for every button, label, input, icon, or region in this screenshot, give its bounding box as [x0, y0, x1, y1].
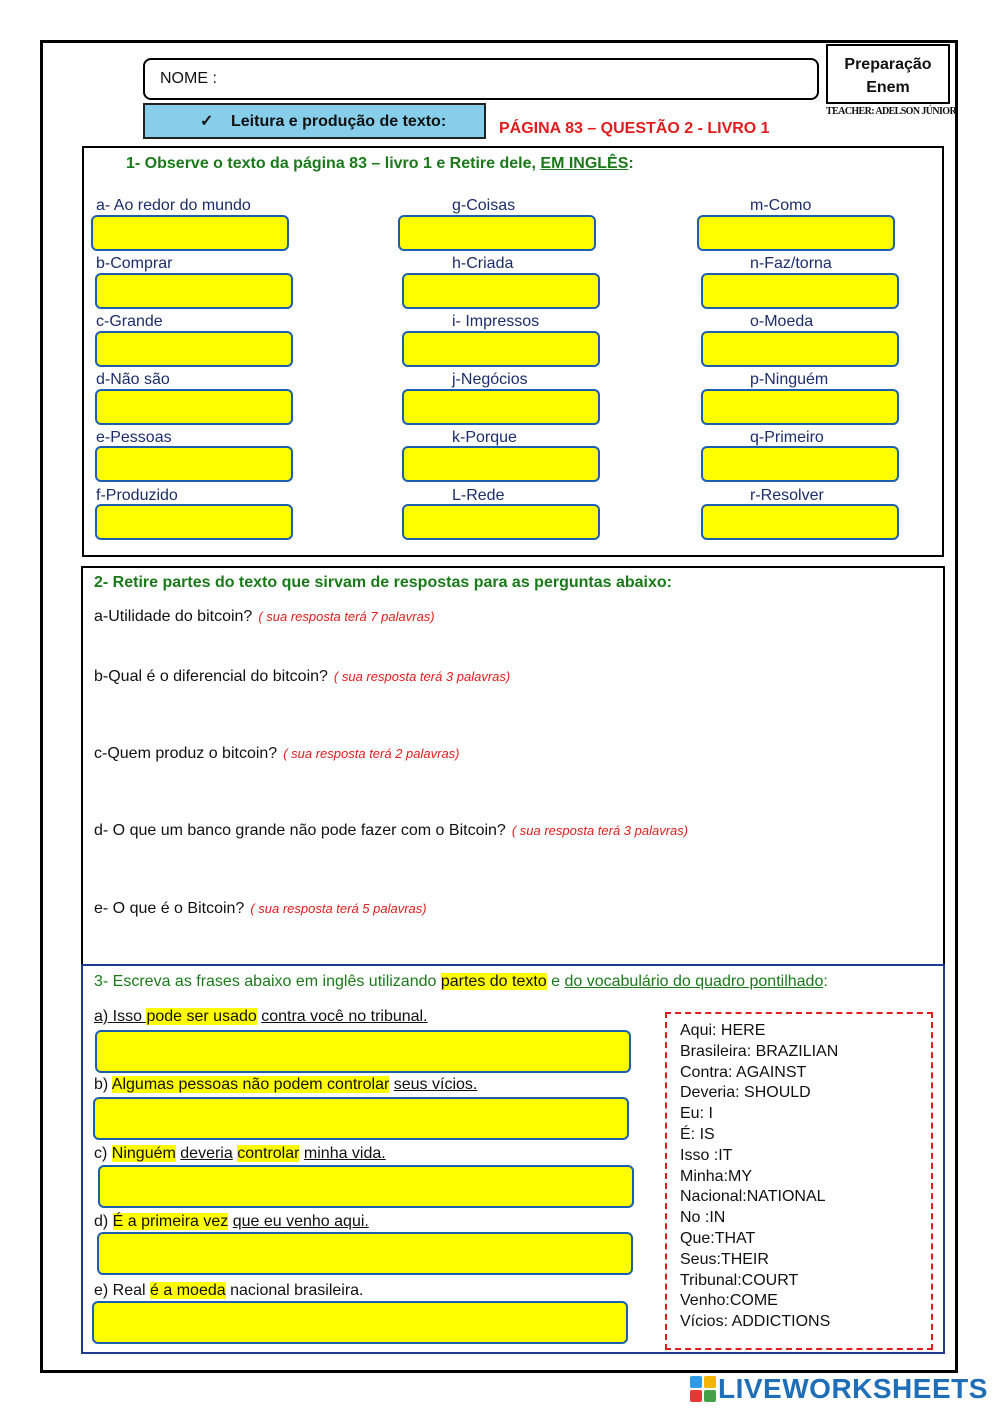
question-2e: e- O que é o Bitcoin? ( sua resposta terá 5 palavras) — [94, 900, 427, 917]
vocab-label: b-Comprar — [96, 255, 173, 272]
question-2c: c-Quem produz o bitcoin? ( sua resposta terá 2 palavras) — [94, 745, 460, 762]
liveworksheets-icon — [690, 1376, 716, 1402]
vocab-label: L-Rede — [452, 487, 505, 504]
vocab-label: i- Impressos — [452, 313, 540, 330]
question-2a: a-Utilidade do bitcoin? ( sua resposta terá 7 palavras) — [94, 608, 435, 625]
sentence-e-answer-field[interactable] — [92, 1301, 628, 1344]
vocab-answer-field[interactable] — [402, 389, 600, 425]
question-2-title: 2- Retire partes do texto que sirvam de respostas para as perguntas abaixo: — [94, 574, 672, 591]
vocab-answer-field[interactable] — [95, 504, 293, 540]
vocab-answer-field[interactable] — [95, 446, 293, 482]
vocab-label: c-Grande — [96, 313, 163, 330]
vocab-entry: Seus:THEIR — [680, 1250, 769, 1268]
vocab-answer-field[interactable] — [95, 331, 293, 367]
vocab-label: o-Moeda — [750, 313, 814, 330]
vocab-answer-field[interactable] — [402, 273, 600, 309]
question-1-title: 1- Observe o texto da página 83 – livro 1 e Retire dele, EM INGLÊS: — [126, 155, 634, 172]
enem-line1: Preparação — [844, 56, 932, 73]
vocab-entry: Venho:COME — [680, 1292, 778, 1310]
liveworksheets-text: LIVEWORKSHEETS — [718, 1373, 988, 1404]
enem-line2: Enem — [866, 79, 910, 96]
vocab-label: k-Porque — [452, 429, 517, 446]
vocab-label: g-Coisas — [452, 197, 516, 214]
page-reference: PÁGINA 83 – QUESTÃO 2 - LIVRO 1 — [499, 120, 770, 137]
vocab-label: j-Negócios — [452, 371, 528, 388]
vocab-label: p-Ninguém — [750, 371, 829, 388]
vocab-answer-field[interactable] — [402, 446, 600, 482]
vocab-label: f-Produzido — [96, 487, 178, 504]
name-field[interactable] — [143, 58, 819, 100]
vocab-entry: Isso :IT — [680, 1146, 733, 1164]
sentence-b: b) Algumas pessoas não podem controlar seus vícios. — [94, 1076, 478, 1093]
vocab-answer-field[interactable] — [91, 215, 289, 251]
question-3-title: 3- Escreva as frases abaixo em inglês utilizando partes do texto e do vocabulário do quadro pontilhado: — [94, 973, 828, 990]
vocab-entry: No :IN — [680, 1209, 726, 1227]
vocab-entry: Brasileira: BRAZILIAN — [680, 1042, 839, 1060]
vocab-label: q-Primeiro — [750, 429, 824, 446]
vocab-entry: Aqui: HERE — [680, 1022, 766, 1039]
vocab-answer-field[interactable] — [701, 273, 899, 309]
sentence-c: c) Ninguém deveria controlar minha vida. — [94, 1145, 386, 1162]
vocab-answer-field[interactable] — [701, 504, 899, 540]
vocab-label: d-Não são — [96, 371, 170, 388]
vocab-answer-field[interactable] — [95, 273, 293, 309]
vocab-answer-field[interactable] — [697, 215, 895, 251]
vocab-entry: Vícios: ADDICTIONS — [680, 1313, 831, 1331]
check-icon: ✓ — [200, 113, 214, 130]
vocab-entry: Eu: I — [680, 1105, 713, 1123]
question-2d: d- O que um banco grande não pode fazer com o Bitcoin? ( sua resposta terá 3 palavras) — [94, 822, 689, 839]
vocab-label: a- Ao redor do mundo — [96, 197, 251, 214]
sentence-d: d) É a primeira vez que eu venho aqui. — [94, 1213, 369, 1230]
vocab-answer-field[interactable] — [402, 331, 600, 367]
vocab-label: r-Resolver — [750, 487, 824, 504]
name-label: NOME : — [160, 70, 217, 87]
section-tab — [143, 103, 486, 139]
vocab-answer-field[interactable] — [701, 389, 899, 425]
vocab-entry: Minha:MY — [680, 1167, 753, 1185]
vocab-entry: Nacional:NATIONAL — [680, 1188, 826, 1206]
vocab-entry: Que:THAT — [680, 1229, 756, 1247]
vocab-label: h-Criada — [452, 255, 514, 272]
sentence-a-answer-field[interactable] — [95, 1030, 631, 1073]
vocabulary-list — [680, 1021, 838, 1333]
vocab-label: m-Como — [750, 197, 812, 214]
teacher-name: TEACHER: ADELSON JÚNIOR — [826, 106, 957, 117]
vocab-answer-field[interactable] — [701, 331, 899, 367]
sentence-c-answer-field[interactable] — [98, 1165, 634, 1208]
vocab-answer-field[interactable] — [701, 446, 899, 482]
vocab-label: n-Faz/torna — [750, 255, 832, 272]
sentence-e: e) Real é a moeda nacional brasileira. — [94, 1282, 364, 1299]
vocab-answer-field[interactable] — [402, 504, 600, 540]
enem-badge — [826, 44, 950, 104]
vocab-answer-field[interactable] — [95, 389, 293, 425]
sentence-d-answer-field[interactable] — [97, 1232, 633, 1275]
question-2b: b-Qual é o diferencial do bitcoin? ( sua resposta terá 3 palavras) — [94, 668, 511, 685]
vocab-answer-field[interactable] — [398, 215, 596, 251]
vocab-label: e-Pessoas — [96, 429, 172, 446]
sentence-b-answer-field[interactable] — [93, 1097, 629, 1140]
vocab-entry: É: IS — [680, 1125, 715, 1143]
vocab-entry: Contra: AGAINST — [680, 1063, 807, 1081]
vocab-entry: Tribunal:COURT — [680, 1271, 799, 1289]
vocab-entry: Deveria: SHOULD — [680, 1084, 811, 1102]
sentence-a: a) Isso pode ser usado contra você no tribunal. — [94, 1008, 428, 1025]
section-tab-label: Leitura e produção de texto: — [231, 113, 447, 130]
